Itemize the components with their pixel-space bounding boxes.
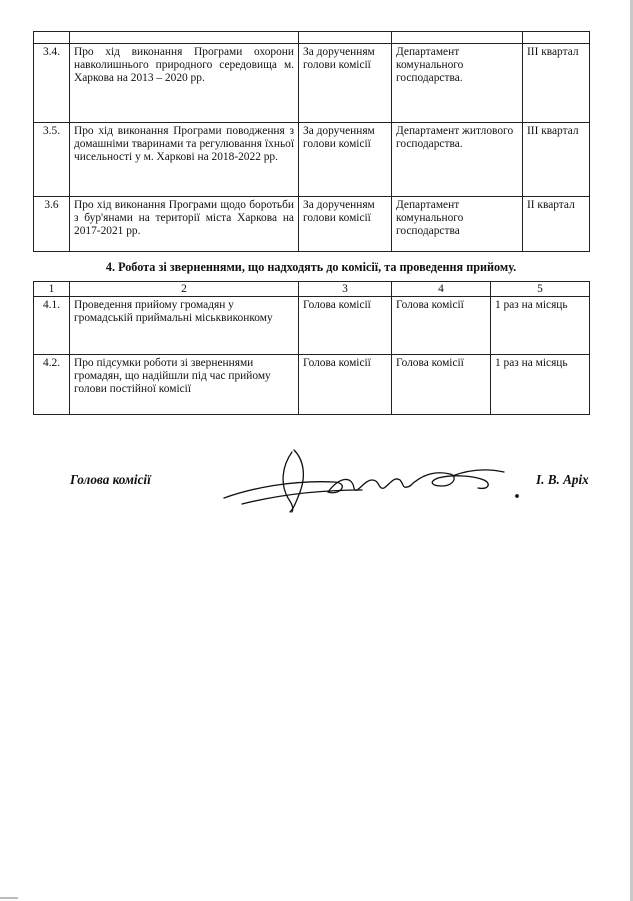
section-title: 4. Робота зі зверненнями, що надходять до комісії, та проведення прийому. bbox=[105, 260, 517, 274]
row-basis: За дорученням голови комісії bbox=[299, 197, 392, 252]
table-row bbox=[34, 123, 590, 197]
column-header: 1 bbox=[34, 282, 70, 297]
table-row bbox=[34, 297, 590, 355]
handwritten-signature-icon bbox=[222, 446, 522, 516]
column-header: 5 bbox=[491, 282, 590, 297]
row-executor: Департамент комунального господарства. bbox=[392, 44, 523, 123]
row-number: 3.6 bbox=[34, 197, 70, 252]
row-term: 1 раз на місяць bbox=[491, 355, 590, 415]
table-header-row bbox=[34, 282, 590, 297]
row-text: Про підсумки роботи зі зверненнями громадян, що надійшли під час прийому голови постійної комісії bbox=[70, 355, 299, 415]
table-top-row bbox=[34, 32, 590, 44]
row-basis: Голова комісії bbox=[299, 297, 392, 355]
row-text: Проведення прийому громадян у громадській приймальні міськвиконкому bbox=[70, 297, 299, 355]
row-basis: За дорученням голови комісії bbox=[299, 44, 392, 123]
row-term: ІІІ квартал bbox=[523, 123, 590, 197]
scan-mark bbox=[0, 897, 18, 899]
row-number: 3.4. bbox=[34, 44, 70, 123]
row-executor: Департамент житлового господарства. bbox=[392, 123, 523, 197]
row-text: Про хід виконання Програми поводження з домашніми тваринами та регулювання їхньої чисельності у м. Харкові на 2018-2022 рр. bbox=[70, 123, 299, 197]
column-header: 3 bbox=[299, 282, 392, 297]
row-text: Про хід виконання Програми охорони навколишнього природного середовища м. Харкова на 2013 – 2020 рр. bbox=[70, 44, 299, 123]
row-executor: Голова комісії bbox=[392, 297, 491, 355]
row-basis: Голова комісії bbox=[299, 355, 392, 415]
row-term: ІІІ квартал bbox=[523, 44, 590, 123]
column-header: 2 bbox=[70, 282, 299, 297]
table-row bbox=[34, 197, 590, 252]
table-row bbox=[34, 355, 590, 415]
row-basis: За дорученням голови комісії bbox=[299, 123, 392, 197]
row-executor: Департамент комунального господарства bbox=[392, 197, 523, 252]
row-executor: Голова комісії bbox=[392, 355, 491, 415]
column-header: 4 bbox=[392, 282, 491, 297]
signature-role: Голова комісії bbox=[70, 472, 151, 487]
signature-name: І. В. Аріх bbox=[536, 472, 589, 487]
plan-table-section-3 bbox=[33, 31, 590, 252]
row-term: 1 раз на місяць bbox=[491, 297, 590, 355]
row-number: 4.2. bbox=[34, 355, 70, 415]
row-term: ІІ квартал bbox=[523, 197, 590, 252]
table-row bbox=[34, 44, 590, 123]
plan-table-section-4 bbox=[33, 281, 590, 415]
row-number: 3.5. bbox=[34, 123, 70, 197]
row-number: 4.1. bbox=[34, 297, 70, 355]
row-text: Про хід виконання Програми щодо боротьби з бур'янами на території міста Харкова на 2017-2021 рр. bbox=[70, 197, 299, 252]
